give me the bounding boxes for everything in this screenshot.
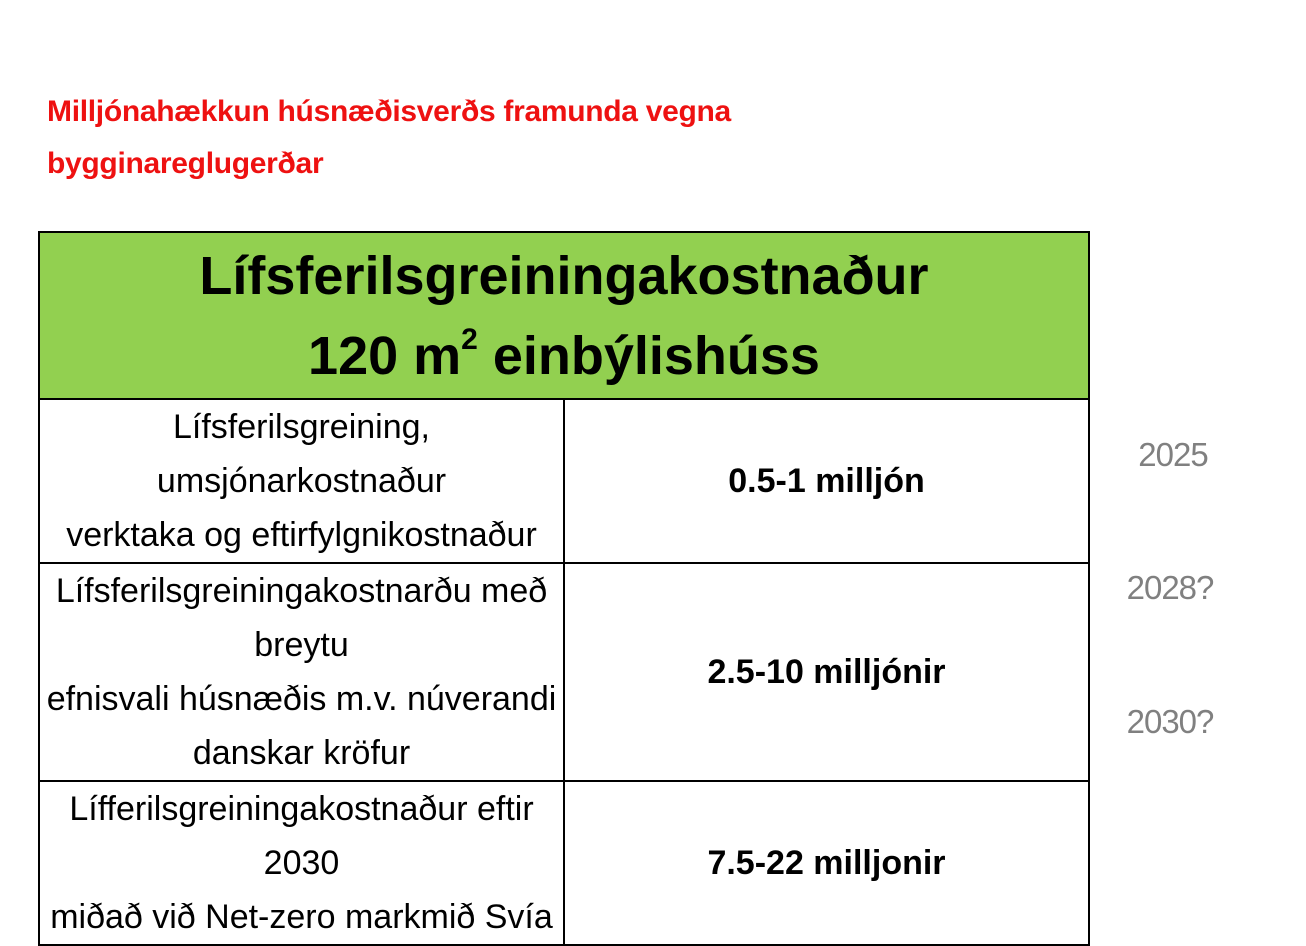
- header-building-type: einbýlishúss: [477, 325, 820, 386]
- description-line: danskar kröfur: [192, 734, 411, 772]
- row-value: 0.5-1 milljón: [564, 399, 1089, 563]
- slide-headline: [47, 86, 947, 190]
- row-description: [39, 563, 564, 781]
- row-description: [39, 399, 564, 563]
- row-description: [39, 781, 564, 945]
- header-subtitle: [40, 311, 1088, 391]
- header-title: Lífsferilsgreiningakostnaður: [199, 245, 929, 306]
- description-line: miðað við Net-zero markmið Svía: [50, 898, 553, 936]
- description-line: Lífferilsgreiningakostnaður eftir 2030: [69, 790, 534, 882]
- year-label-row-3: 2030?: [1126, 703, 1214, 740]
- row-value: 2.5-10 milljónir: [564, 563, 1089, 781]
- table-header-cell: [39, 232, 1089, 399]
- year-label-row-2: 2028?: [1126, 569, 1214, 606]
- table-row: [39, 781, 1089, 945]
- header-superscript: 2: [461, 322, 478, 356]
- description-line: Lífsferilsgreiningakostnarðu með breytu: [55, 572, 548, 664]
- year-label-row-1: 2025: [1138, 436, 1208, 473]
- table-row: [39, 399, 1089, 563]
- headline-line-2: bygginareglugerðar: [47, 147, 324, 180]
- description-line: Lífsferilsgreining, umsjónarkostnaður: [156, 408, 447, 500]
- cost-table: [38, 231, 1090, 946]
- description-line: verktaka og eftirfylgnikostnaður: [66, 516, 537, 554]
- headline-line-1: Milljónahækkun húsnæðisverðs framunda vegna: [47, 95, 731, 128]
- description-line: efnisvali húsnæðis m.v. núverandi: [46, 680, 557, 718]
- header-area: 120 m: [308, 325, 462, 386]
- row-value: 7.5-22 milljonir: [564, 781, 1089, 945]
- table-row: [39, 563, 1089, 781]
- table-header-row: [39, 232, 1089, 399]
